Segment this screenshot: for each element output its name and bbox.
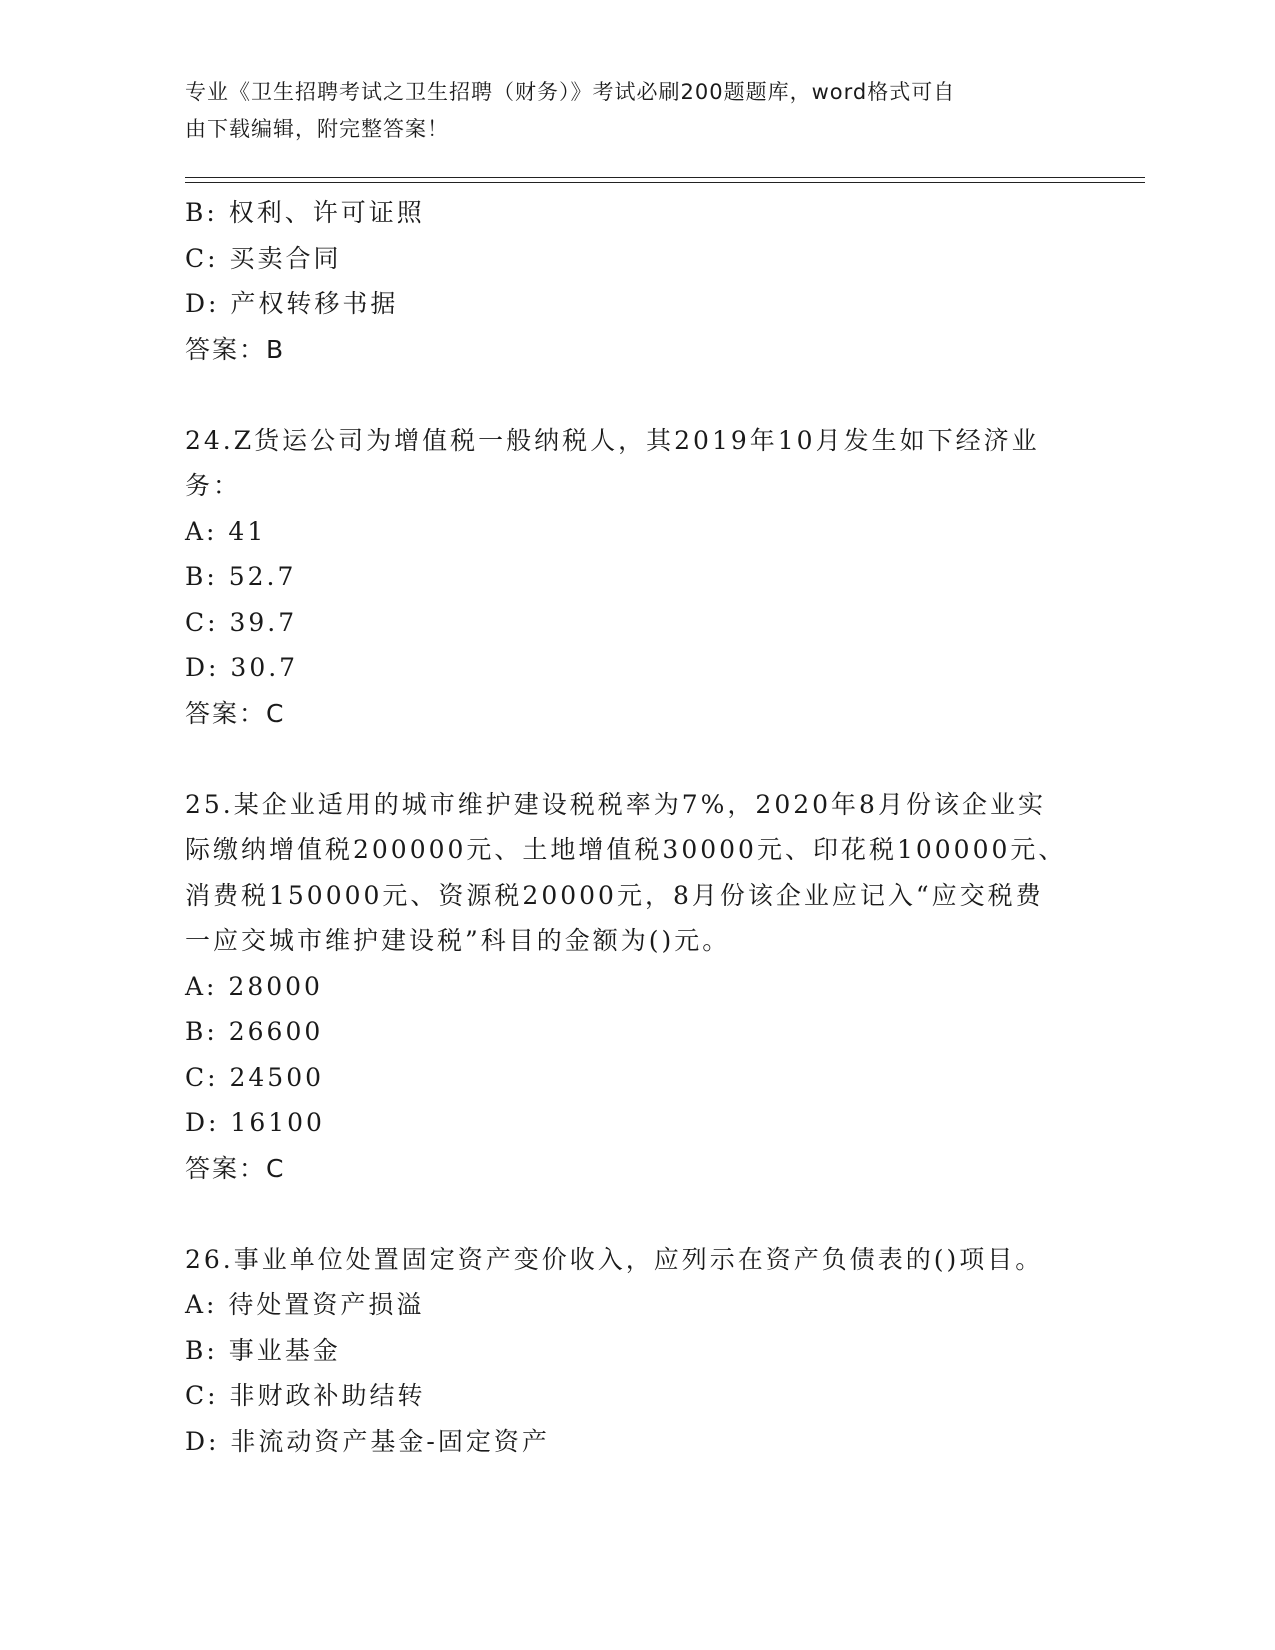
answer: 答案：B [185, 334, 286, 364]
question-list [185, 190, 1065, 1464]
page-header [185, 74, 1065, 148]
answer: 答案：C [185, 1153, 286, 1183]
option-a: A: 待处置资产损溢 [185, 1290, 425, 1319]
question-stem-line: 一应交城市维护建设税”科目的金额为()元。 [185, 926, 731, 955]
question-24 [185, 418, 1065, 737]
option-d: D: 30.7 [185, 653, 299, 682]
question-26 [185, 1237, 1065, 1465]
spacer [185, 1191, 1065, 1237]
question-stem-line: 消费税150000元、资源税20000元，8月份该企业应记入“应交税费 [185, 880, 1044, 910]
header-line-1: 专业《卫生招聘考试之卫生招聘（财务）》考试必刷200题题库，word格式可自 [185, 80, 956, 104]
spacer [185, 372, 1065, 418]
option-c: C: 39.7 [185, 607, 298, 637]
question-23-tail [185, 190, 1065, 372]
question-25 [185, 782, 1065, 1192]
option-d: D: 16100 [185, 1108, 325, 1137]
question-stem-line: 26.事业单位处置固定资产变价收入，应列示在资产负债表的()项目。 [185, 1244, 1044, 1274]
question-stem-line: 24.Z货运公司为增值税一般纳税人，其2019年10月发生如下经济业 [185, 425, 1040, 455]
option-a: A: 41 [185, 516, 267, 546]
header-line-2: 由下载编辑，附完整答案！ [185, 117, 449, 141]
option-c: C: 买卖合同 [185, 243, 342, 273]
question-stem-line: 25.某企业适用的城市维护建设税税率为7%，2020年8月份该企业实 [185, 789, 1046, 819]
header-divider-bottom [185, 182, 1145, 183]
option-a: A: 28000 [185, 971, 323, 1001]
option-b: B: 事业基金 [185, 1335, 341, 1365]
option-b: B: 权利、许可证照 [185, 198, 425, 227]
option-b: B: 26600 [185, 1017, 324, 1046]
option-d: D: 产权转移书据 [185, 289, 399, 318]
question-stem-line: 务： [185, 471, 242, 500]
question-stem-line: 际缴纳增值税200000元、土地增值税30000元、印花税100000元、 [185, 835, 1067, 864]
header-divider-top [185, 177, 1145, 178]
option-d: D: 非流动资产基金-固定资产 [185, 1426, 550, 1456]
spacer [185, 736, 1065, 782]
option-b: B: 52.7 [185, 562, 297, 591]
option-c: C: 非财政补助结转 [185, 1381, 426, 1410]
option-c: C: 24500 [185, 1062, 325, 1092]
answer: 答案：C [185, 698, 286, 728]
